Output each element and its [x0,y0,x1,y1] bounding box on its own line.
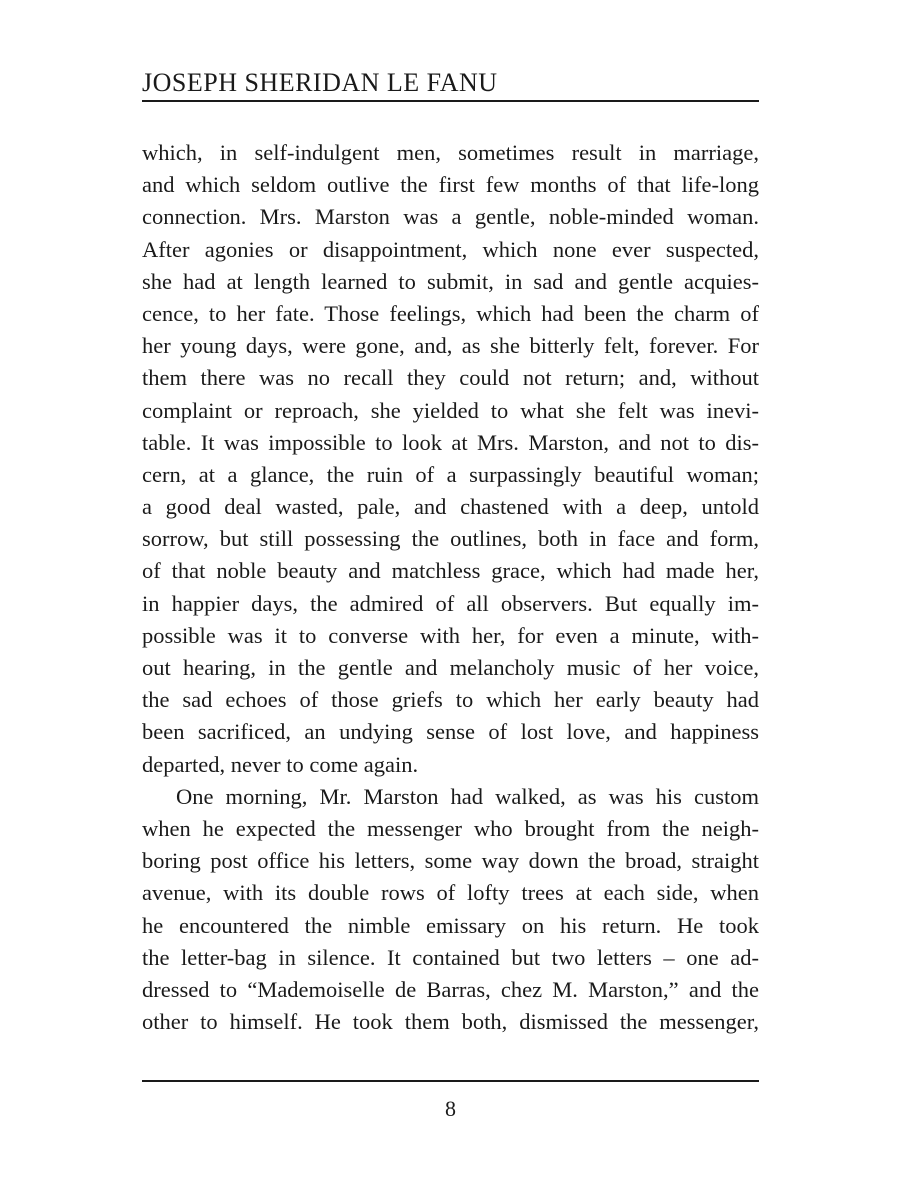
text-line: cern, at a glance, the ruin of a surpassingly beautiful woman; [142,461,759,487]
text-line: sorrow, but still possessing the outlines, both in face and form, [142,526,759,552]
text-line: After agonies or disappointment, which none ever suspected, [142,236,759,262]
footer-rule [142,1080,759,1082]
text-line: avenue, with its double rows of lofty trees at each side, when [142,880,759,906]
book-page [142,0,759,1200]
text-line: the sad echoes of those griefs to which her early beauty had [142,687,759,713]
text-line: when he expected the messenger who brought from the neigh- [142,815,759,841]
text-line: dressed to “Mademoiselle de Barras, chez M. Marston,” and the [142,976,759,1002]
text-line: departed, never to come again. [142,751,419,777]
text-line: table. It was impossible to look at Mrs. Marston, and not to dis- [142,429,759,455]
text-line: and which seldom outlive the first few months of that life-long [142,172,759,198]
text-line: been sacrificed, an undying sense of lost love, and happiness [142,719,759,745]
text-line: connection. Mrs. Marston was a gentle, noble-minded woman. [142,204,759,230]
text-line: out hearing, in the gentle and melancholy music of her voice, [142,655,759,680]
text-line: she had at length learned to submit, in sad and gentle acquies- [142,268,759,294]
text-line: them there was no recall they could not return; and, without [142,365,759,391]
text-line: complaint or reproach, she yielded to what she felt was inevi- [142,397,759,423]
text-line: possible was it to converse with her, for even a minute, with- [142,622,759,648]
text-line: a good deal wasted, pale, and chastened with a deep, untold [142,494,759,520]
page-number: 8 [445,1096,456,1121]
text-line: her young days, were gone, and, as she bitterly felt, forever. For [142,333,759,359]
text-line: of that noble beauty and matchless grace, which had made her, [142,558,759,584]
body-text [142,137,759,1038]
text-line: he encountered the nimble emissary on his return. He took [142,912,759,938]
paragraph [142,781,759,1039]
text-line: boring post office his letters, some way down the broad, straight [142,848,759,874]
running-head: JOSEPH SHERIDAN LE FANU [142,68,498,97]
text-line: cence, to her fate. Those feelings, which had been the charm of [142,300,759,326]
text-line: the letter-bag in silence. It contained but two letters – one ad- [142,944,759,970]
paragraph [142,137,759,781]
text-line: other to himself. He took them both, dismissed the messenger, [142,1009,759,1035]
text-line: in happier days, the admired of all observers. But equally im- [142,590,759,616]
text-line: which, in self-indulgent men, sometimes result in marriage, [142,140,759,165]
text-line: One morning, Mr. Marston had walked, as was his custom [176,783,759,809]
header-rule [142,100,759,102]
